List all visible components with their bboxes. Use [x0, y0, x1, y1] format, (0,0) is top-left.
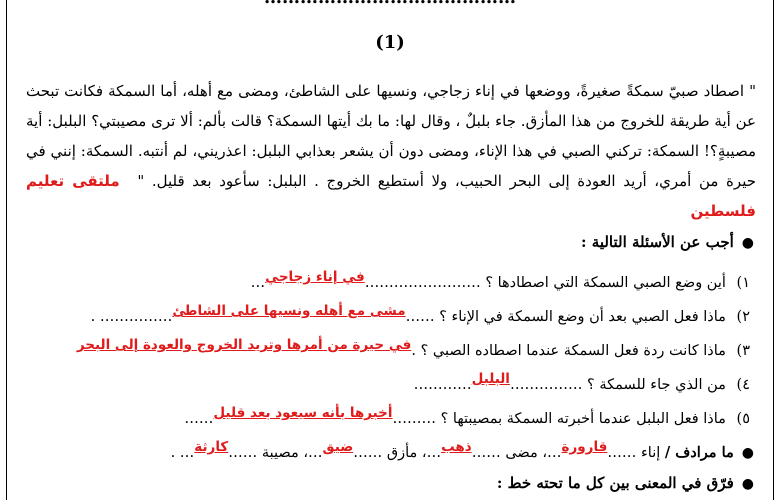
synonym-answer: كارثة: [194, 439, 229, 455]
question-item: [15, 368, 750, 402]
question-list: [15, 266, 750, 436]
answer-dots: …………: [413, 377, 472, 393]
answer-dots: ……: [607, 445, 637, 461]
answer-text: البلبل: [471, 371, 510, 387]
synonyms-row: ●ما مرادف / إناء ……قارورة…، مضى ……ذهب…، مأزق ……ضيق…، مصيبة ……كارثة… .: [170, 439, 754, 461]
synonym-answer: ضيق: [322, 439, 354, 455]
answer-dots: …………… .: [90, 309, 173, 325]
section-number: (1): [375, 32, 405, 53]
page-border-right: [773, 0, 774, 500]
bullet-icon: ●: [741, 476, 754, 492]
question-text: ماذا فعل البلبل عندما أخبرته السمكة بمصيبتها ؟: [440, 411, 726, 427]
question-number: ٢): [736, 309, 750, 325]
answer-dots: …: [250, 275, 266, 291]
question-item: [15, 300, 750, 334]
answer-text: في إناء زجاجي: [265, 269, 365, 285]
answer-dots: ……: [353, 445, 383, 461]
answer-dots: ……: [405, 309, 435, 325]
answer-dots: …: [426, 445, 442, 461]
question-number: ٣): [736, 343, 750, 359]
answer-dots: ……: [471, 445, 501, 461]
answer-dots: ……: [228, 445, 258, 461]
answer-dots: ……………………: [364, 275, 481, 291]
question-number: ٥): [736, 411, 750, 427]
synonym-answer: ذهب: [441, 439, 472, 455]
questions-heading-text: أجب عن الأسئلة التالية :: [581, 233, 734, 251]
answer-dots: .: [411, 343, 416, 359]
answer-dots: … .: [170, 445, 195, 461]
answer-text: مشى مع أهله ونسيها على الشاطئ: [172, 303, 406, 319]
question-text: أين وضع الصبي السمكة التي اصطادها ؟: [485, 275, 726, 291]
reading-passage: [26, 76, 756, 226]
question-item: [15, 266, 750, 300]
page-border-left: [6, 0, 7, 500]
synonym-word: إناء: [640, 445, 661, 461]
bullet-icon: ●: [741, 235, 754, 251]
difference-heading: [497, 474, 754, 492]
question-item: [15, 402, 750, 436]
bullet-icon: ●: [741, 445, 754, 461]
synonym-word: مصيبة: [261, 445, 299, 461]
question-text: ماذا كانت ردة فعل السمكة عندما اصطاده الصبي ؟: [420, 343, 726, 359]
question-item: [15, 334, 750, 368]
answer-dots: ……: [184, 411, 214, 427]
synonym-word: مأزق: [386, 445, 418, 461]
answer-dots: ………: [392, 411, 437, 427]
questions-heading: [581, 233, 754, 251]
forum-stamp: ملتقى تعليم فلسطين: [26, 172, 756, 220]
synonyms-title: ما مرادف /: [664, 444, 734, 461]
answer-dots: ……………: [509, 377, 583, 393]
question-number: ١): [736, 275, 750, 291]
question-text: ماذا فعل الصبي بعد أن وضع السمكة في الإناء ؟: [439, 309, 726, 325]
answer-dots: …: [547, 445, 562, 461]
page-title-cut: [0, 0, 780, 8]
answer-text: أخبرها بأنه سيعود بعد قليل: [213, 405, 393, 421]
difference-heading-text: فرّق في المعنى بين كل ما تحته خط :: [496, 474, 734, 492]
question-number: ٤): [736, 377, 750, 393]
answer-text: في حيرة من أمرها وتريد الخروج والعودة إلى البحر: [76, 337, 412, 353]
passage-text: " اصطاد صبيّ سمكةً صغيرةً، ووضعها في إناء زجاجي، ونسيها على الشاطئ، ومضى مع أهله، أما السمكة فكانت تبحث عن أية طريقة للخروج من هذا المأزق. جاء بلبلٌ ، وقال لها: ما بك أيتها السمكة؟ قالت بألم: ألا ترى مصيبتي؟ البلبل: أية مصيبةٍ؟! السمكة: تركني الصبي في هذا الإناء، ومضى دون أن يشعر بعذابي البلبل: اعذريني، لم أنتبه. السمكة: إنني في حيرة من أمري، أريد العودة إلى البحر الحبيب، ولا أستطيع الخروج . البلبل: سأعود بعد قليل. ": [26, 82, 756, 190]
question-text: من الذي جاء للسمكة ؟: [587, 377, 726, 393]
answer-dots: …: [308, 445, 323, 461]
synonym-answer: قارورة: [561, 439, 608, 455]
synonym-word: مضى: [505, 445, 538, 461]
